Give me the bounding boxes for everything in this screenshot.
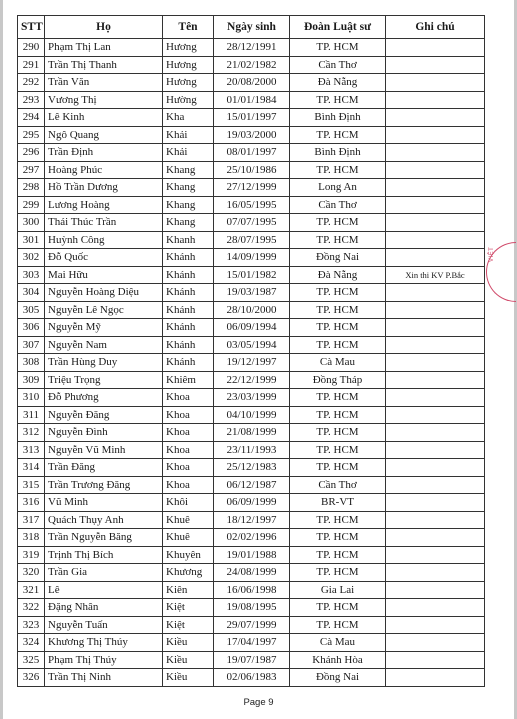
cell-stt: 300 bbox=[18, 214, 45, 232]
cell-stt: 295 bbox=[18, 126, 45, 144]
table-row bbox=[18, 371, 485, 389]
cell-doan-luat-su: TP. HCM bbox=[290, 564, 386, 582]
cell-ngay-sinh: 19/03/1987 bbox=[214, 284, 290, 302]
cell-ngay-sinh: 25/12/1983 bbox=[214, 459, 290, 477]
cell-ngay-sinh: 22/12/1999 bbox=[214, 371, 290, 389]
header-ngay-sinh: Ngày sinh bbox=[214, 16, 290, 39]
header-ho: Họ bbox=[45, 16, 163, 39]
cell-ho: Vũ Minh bbox=[45, 494, 163, 512]
cell-ten: Khuê bbox=[163, 511, 214, 529]
table-row bbox=[18, 511, 485, 529]
table-row bbox=[18, 564, 485, 582]
cell-stt: 301 bbox=[18, 231, 45, 249]
cell-ho: Phạm Thị Thúy bbox=[45, 651, 163, 669]
table-row bbox=[18, 336, 485, 354]
cell-doan-luat-su: Gia Lai bbox=[290, 581, 386, 599]
cell-ten: Khiêm bbox=[163, 371, 214, 389]
cell-ten: Kiệt bbox=[163, 599, 214, 617]
cell-ho: Nguyễn Lê Ngọc bbox=[45, 301, 163, 319]
cell-ten: Kiều bbox=[163, 669, 214, 687]
cell-doan-luat-su: TP. HCM bbox=[290, 459, 386, 477]
cell-doan-luat-su: TP. HCM bbox=[290, 406, 386, 424]
cell-stt: 317 bbox=[18, 511, 45, 529]
cell-ten: Khánh bbox=[163, 301, 214, 319]
cell-ghi-chu bbox=[386, 529, 485, 547]
cell-doan-luat-su: TP. HCM bbox=[290, 319, 386, 337]
cell-ho: Trần Gia bbox=[45, 564, 163, 582]
cell-ghi-chu bbox=[386, 354, 485, 372]
cell-ten: Kha bbox=[163, 109, 214, 127]
cell-ngay-sinh: 14/09/1999 bbox=[214, 249, 290, 267]
cell-ghi-chu bbox=[386, 441, 485, 459]
cell-ten: Khánh bbox=[163, 336, 214, 354]
table-row bbox=[18, 249, 485, 267]
cell-ghi-chu bbox=[386, 319, 485, 337]
cell-stt: 320 bbox=[18, 564, 45, 582]
table-header-row bbox=[18, 16, 485, 39]
cell-stt: 325 bbox=[18, 651, 45, 669]
cell-doan-luat-su: BR-VT bbox=[290, 494, 386, 512]
cell-ngay-sinh: 19/12/1997 bbox=[214, 354, 290, 372]
cell-ho: Đỗ Phương bbox=[45, 389, 163, 407]
cell-ho: Trần Định bbox=[45, 144, 163, 162]
cell-ngay-sinh: 19/07/1987 bbox=[214, 651, 290, 669]
header-ghi-chu: Ghi chú bbox=[386, 16, 485, 39]
table-row bbox=[18, 354, 485, 372]
cell-ghi-chu bbox=[386, 284, 485, 302]
cell-ho: Đặng Nhân bbox=[45, 599, 163, 617]
cell-ngay-sinh: 19/01/1988 bbox=[214, 546, 290, 564]
cell-ten: Kiệt bbox=[163, 616, 214, 634]
cell-ten: Khánh bbox=[163, 354, 214, 372]
cell-ghi-chu: Xin thi KV P.Bắc bbox=[386, 266, 485, 284]
cell-ten: Hương bbox=[163, 56, 214, 74]
cell-ngay-sinh: 04/10/1999 bbox=[214, 406, 290, 424]
cell-ghi-chu bbox=[386, 196, 485, 214]
cell-ghi-chu bbox=[386, 179, 485, 197]
cell-doan-luat-su: TP. HCM bbox=[290, 529, 386, 547]
table-row bbox=[18, 74, 485, 92]
cell-ngay-sinh: 06/09/1994 bbox=[214, 319, 290, 337]
cell-doan-luat-su: TP. HCM bbox=[290, 424, 386, 442]
table-row bbox=[18, 91, 485, 109]
cell-ghi-chu bbox=[386, 511, 485, 529]
cell-doan-luat-su: Bình Định bbox=[290, 109, 386, 127]
cell-ngay-sinh: 28/10/2000 bbox=[214, 301, 290, 319]
cell-ghi-chu bbox=[386, 39, 485, 57]
cell-stt: 293 bbox=[18, 91, 45, 109]
table-row bbox=[18, 284, 485, 302]
cell-ghi-chu bbox=[386, 126, 485, 144]
cell-ho: Phạm Thị Lan bbox=[45, 39, 163, 57]
table-row bbox=[18, 459, 485, 477]
cell-stt: 309 bbox=[18, 371, 45, 389]
cell-ho: Khương Thị Thúy bbox=[45, 634, 163, 652]
cell-ten: Khuyên bbox=[163, 546, 214, 564]
cell-stt: 298 bbox=[18, 179, 45, 197]
cell-ten: Khánh bbox=[163, 319, 214, 337]
cell-ten: Khoa bbox=[163, 406, 214, 424]
cell-ngay-sinh: 20/08/2000 bbox=[214, 74, 290, 92]
cell-ho: Nguyễn Đình bbox=[45, 424, 163, 442]
cell-doan-luat-su: TP. HCM bbox=[290, 336, 386, 354]
cell-ngay-sinh: 07/07/1995 bbox=[214, 214, 290, 232]
cell-ngay-sinh: 19/08/1995 bbox=[214, 599, 290, 617]
cell-doan-luat-su: Đà Nẵng bbox=[290, 74, 386, 92]
cell-stt: 321 bbox=[18, 581, 45, 599]
cell-stt: 316 bbox=[18, 494, 45, 512]
cell-ho: Trần Đăng bbox=[45, 459, 163, 477]
cell-ghi-chu bbox=[386, 406, 485, 424]
cell-stt: 319 bbox=[18, 546, 45, 564]
cell-stt: 304 bbox=[18, 284, 45, 302]
cell-stt: 303 bbox=[18, 266, 45, 284]
table-row bbox=[18, 634, 485, 652]
cell-ghi-chu bbox=[386, 144, 485, 162]
cell-ngay-sinh: 15/01/1997 bbox=[214, 109, 290, 127]
cell-ten: Khang bbox=[163, 196, 214, 214]
cell-ghi-chu bbox=[386, 546, 485, 564]
table-row bbox=[18, 581, 485, 599]
table-row bbox=[18, 301, 485, 319]
cell-stt: 323 bbox=[18, 616, 45, 634]
cell-ten: Khánh bbox=[163, 266, 214, 284]
cell-ho: Huỳnh Công bbox=[45, 231, 163, 249]
cell-ho: Nguyễn Hoàng Diệu bbox=[45, 284, 163, 302]
table-body bbox=[18, 39, 485, 687]
cell-ten: Khoa bbox=[163, 476, 214, 494]
header-doan-luat-su: Đoàn Luật sư bbox=[290, 16, 386, 39]
cell-ten: Hương bbox=[163, 39, 214, 57]
cell-stt: 296 bbox=[18, 144, 45, 162]
cell-ho: Mai Hữu bbox=[45, 266, 163, 284]
cell-ghi-chu bbox=[386, 56, 485, 74]
cell-ghi-chu bbox=[386, 564, 485, 582]
cell-ho: Nguyễn Đăng bbox=[45, 406, 163, 424]
cell-stt: 318 bbox=[18, 529, 45, 547]
cell-ho: Hoàng Phúc bbox=[45, 161, 163, 179]
cell-doan-luat-su: Cà Mau bbox=[290, 354, 386, 372]
cell-ho: Trần Trương Đăng bbox=[45, 476, 163, 494]
cell-stt: 322 bbox=[18, 599, 45, 617]
cell-ghi-chu bbox=[386, 249, 485, 267]
cell-ghi-chu bbox=[386, 599, 485, 617]
table-row bbox=[18, 651, 485, 669]
cell-doan-luat-su: TP. HCM bbox=[290, 214, 386, 232]
cell-ten: Khải bbox=[163, 126, 214, 144]
cell-doan-luat-su: TP. HCM bbox=[290, 231, 386, 249]
table-row bbox=[18, 196, 485, 214]
cell-doan-luat-su: TP. HCM bbox=[290, 126, 386, 144]
cell-ho: Trần Văn bbox=[45, 74, 163, 92]
cell-ngay-sinh: 06/12/1987 bbox=[214, 476, 290, 494]
table-row bbox=[18, 441, 485, 459]
cell-ho: Lê Kinh bbox=[45, 109, 163, 127]
cell-ghi-chu bbox=[386, 389, 485, 407]
cell-ngay-sinh: 29/07/1999 bbox=[214, 616, 290, 634]
cell-ten: Khoa bbox=[163, 389, 214, 407]
cell-ho: Nguyễn Vũ Minh bbox=[45, 441, 163, 459]
table-row bbox=[18, 126, 485, 144]
cell-ho: Thái Thúc Trần bbox=[45, 214, 163, 232]
cell-stt: 310 bbox=[18, 389, 45, 407]
cell-ten: Kiên bbox=[163, 581, 214, 599]
cell-doan-luat-su: TP. HCM bbox=[290, 161, 386, 179]
cell-stt: 324 bbox=[18, 634, 45, 652]
cell-ten: Khải bbox=[163, 144, 214, 162]
cell-stt: 306 bbox=[18, 319, 45, 337]
cell-ho: Trần Thị Thanh bbox=[45, 56, 163, 74]
cell-doan-luat-su: TP. HCM bbox=[290, 39, 386, 57]
cell-ngay-sinh: 19/03/2000 bbox=[214, 126, 290, 144]
cell-stt: 305 bbox=[18, 301, 45, 319]
cell-ngay-sinh: 02/06/1983 bbox=[214, 669, 290, 687]
cell-ho: Lê bbox=[45, 581, 163, 599]
table-row bbox=[18, 669, 485, 687]
table-row bbox=[18, 494, 485, 512]
cell-ghi-chu bbox=[386, 581, 485, 599]
cell-ho: Ngô Quang bbox=[45, 126, 163, 144]
cell-ten: Khang bbox=[163, 214, 214, 232]
cell-ghi-chu bbox=[386, 109, 485, 127]
cell-ngay-sinh: 17/04/1997 bbox=[214, 634, 290, 652]
table-row bbox=[18, 179, 485, 197]
cell-ghi-chu bbox=[386, 616, 485, 634]
cell-ngay-sinh: 28/07/1995 bbox=[214, 231, 290, 249]
cell-ten: Khuê bbox=[163, 529, 214, 547]
cell-doan-luat-su: Cà Mau bbox=[290, 634, 386, 652]
cell-ngay-sinh: 18/12/1997 bbox=[214, 511, 290, 529]
cell-stt: 326 bbox=[18, 669, 45, 687]
candidate-table bbox=[17, 15, 485, 687]
cell-stt: 308 bbox=[18, 354, 45, 372]
table-row bbox=[18, 424, 485, 442]
cell-ho: Trần Nguyễn Băng bbox=[45, 529, 163, 547]
cell-stt: 311 bbox=[18, 406, 45, 424]
cell-ho: Quách Thụy Anh bbox=[45, 511, 163, 529]
cell-ten: Khoa bbox=[163, 441, 214, 459]
cell-ho: Nguyễn Mỹ bbox=[45, 319, 163, 337]
cell-ten: Khánh bbox=[163, 284, 214, 302]
table-row bbox=[18, 39, 485, 57]
cell-doan-luat-su: TP. HCM bbox=[290, 546, 386, 564]
cell-ngay-sinh: 28/12/1991 bbox=[214, 39, 290, 57]
table-row bbox=[18, 214, 485, 232]
cell-ngay-sinh: 08/01/1997 bbox=[214, 144, 290, 162]
cell-ghi-chu bbox=[386, 476, 485, 494]
cell-stt: 314 bbox=[18, 459, 45, 477]
cell-ngay-sinh: 02/02/1996 bbox=[214, 529, 290, 547]
cell-ghi-chu bbox=[386, 651, 485, 669]
cell-doan-luat-su: TP. HCM bbox=[290, 616, 386, 634]
cell-ghi-chu bbox=[386, 214, 485, 232]
cell-ten: Kiều bbox=[163, 634, 214, 652]
table-row bbox=[18, 109, 485, 127]
cell-stt: 315 bbox=[18, 476, 45, 494]
cell-ghi-chu bbox=[386, 459, 485, 477]
cell-doan-luat-su: TP. HCM bbox=[290, 599, 386, 617]
cell-doan-luat-su: Đồng Nai bbox=[290, 669, 386, 687]
cell-ghi-chu bbox=[386, 336, 485, 354]
cell-ngay-sinh: 01/01/1984 bbox=[214, 91, 290, 109]
cell-ho: Trịnh Thị Bích bbox=[45, 546, 163, 564]
cell-ngay-sinh: 03/05/1994 bbox=[214, 336, 290, 354]
cell-ngay-sinh: 21/02/1982 bbox=[214, 56, 290, 74]
cell-ten: Khang bbox=[163, 179, 214, 197]
cell-doan-luat-su: Cần Thơ bbox=[290, 56, 386, 74]
cell-ghi-chu bbox=[386, 161, 485, 179]
cell-ghi-chu bbox=[386, 301, 485, 319]
cell-ghi-chu bbox=[386, 74, 485, 92]
cell-ghi-chu bbox=[386, 494, 485, 512]
cell-ten: Khánh bbox=[163, 249, 214, 267]
cell-doan-luat-su: TP. HCM bbox=[290, 389, 386, 407]
cell-ngay-sinh: 16/05/1995 bbox=[214, 196, 290, 214]
cell-doan-luat-su: Cần Thơ bbox=[290, 476, 386, 494]
cell-stt: 313 bbox=[18, 441, 45, 459]
table-row bbox=[18, 529, 485, 547]
cell-ho: Triệu Trọng bbox=[45, 371, 163, 389]
cell-doan-luat-su: Khánh Hòa bbox=[290, 651, 386, 669]
cell-ngay-sinh: 21/08/1999 bbox=[214, 424, 290, 442]
cell-ho: Vương Thị bbox=[45, 91, 163, 109]
cell-ngay-sinh: 25/10/1986 bbox=[214, 161, 290, 179]
table-row bbox=[18, 161, 485, 179]
cell-ten: Kiều bbox=[163, 651, 214, 669]
cell-stt: 291 bbox=[18, 56, 45, 74]
scan-edge-left bbox=[0, 0, 3, 719]
table-row bbox=[18, 266, 485, 284]
cell-ten: Khoa bbox=[163, 424, 214, 442]
cell-doan-luat-su: TP. HCM bbox=[290, 441, 386, 459]
table-row bbox=[18, 616, 485, 634]
table-row bbox=[18, 406, 485, 424]
cell-ten: Hường bbox=[163, 91, 214, 109]
table-row bbox=[18, 144, 485, 162]
cell-doan-luat-su: Cần Thơ bbox=[290, 196, 386, 214]
cell-ten: Khoa bbox=[163, 459, 214, 477]
cell-ghi-chu bbox=[386, 669, 485, 687]
cell-doan-luat-su: TP. HCM bbox=[290, 284, 386, 302]
cell-ghi-chu bbox=[386, 231, 485, 249]
cell-ngay-sinh: 23/03/1999 bbox=[214, 389, 290, 407]
cell-ho: Trần Hùng Duy bbox=[45, 354, 163, 372]
cell-stt: 290 bbox=[18, 39, 45, 57]
cell-ngay-sinh: 23/11/1993 bbox=[214, 441, 290, 459]
table-row bbox=[18, 319, 485, 337]
cell-ho: Trần Thị Ninh bbox=[45, 669, 163, 687]
cell-ho: Nguyễn Tuấn bbox=[45, 616, 163, 634]
cell-stt: 302 bbox=[18, 249, 45, 267]
cell-ghi-chu bbox=[386, 371, 485, 389]
cell-doan-luat-su: Đồng Tháp bbox=[290, 371, 386, 389]
cell-doan-luat-su: TP. HCM bbox=[290, 91, 386, 109]
cell-ngay-sinh: 24/08/1999 bbox=[214, 564, 290, 582]
table-row bbox=[18, 389, 485, 407]
cell-ngay-sinh: 06/09/1999 bbox=[214, 494, 290, 512]
cell-ghi-chu bbox=[386, 424, 485, 442]
cell-ghi-chu bbox=[386, 634, 485, 652]
cell-stt: 292 bbox=[18, 74, 45, 92]
cell-stt: 299 bbox=[18, 196, 45, 214]
cell-ten: Hương bbox=[163, 74, 214, 92]
cell-doan-luat-su: TP. HCM bbox=[290, 511, 386, 529]
table-row bbox=[18, 231, 485, 249]
cell-stt: 297 bbox=[18, 161, 45, 179]
header-stt: STT bbox=[18, 16, 45, 39]
table-row bbox=[18, 476, 485, 494]
cell-doan-luat-su: Long An bbox=[290, 179, 386, 197]
header-ten: Tên bbox=[163, 16, 214, 39]
cell-ngay-sinh: 15/01/1982 bbox=[214, 266, 290, 284]
cell-ten: Khương bbox=[163, 564, 214, 582]
cell-ngay-sinh: 27/12/1999 bbox=[214, 179, 290, 197]
cell-ho: Nguyễn Nam bbox=[45, 336, 163, 354]
stamp-text: VIỆT bbox=[489, 246, 495, 262]
cell-ho: Đỗ Quốc bbox=[45, 249, 163, 267]
page-number: Page 9 bbox=[243, 697, 274, 708]
cell-ho: Lương Hoàng bbox=[45, 196, 163, 214]
cell-doan-luat-su: TP. HCM bbox=[290, 301, 386, 319]
cell-ho: Hồ Trần Dương bbox=[45, 179, 163, 197]
cell-doan-luat-su: Bình Định bbox=[290, 144, 386, 162]
cell-ten: Khôi bbox=[163, 494, 214, 512]
cell-stt: 307 bbox=[18, 336, 45, 354]
table-row bbox=[18, 546, 485, 564]
cell-ten: Khang bbox=[163, 161, 214, 179]
cell-stt: 312 bbox=[18, 424, 45, 442]
cell-ngay-sinh: 16/06/1998 bbox=[214, 581, 290, 599]
table-row bbox=[18, 56, 485, 74]
cell-ten: Khanh bbox=[163, 231, 214, 249]
table-row bbox=[18, 599, 485, 617]
cell-ghi-chu bbox=[386, 91, 485, 109]
cell-stt: 294 bbox=[18, 109, 45, 127]
cell-doan-luat-su: Đồng Nai bbox=[290, 249, 386, 267]
cell-doan-luat-su: Đà Nẵng bbox=[290, 266, 386, 284]
